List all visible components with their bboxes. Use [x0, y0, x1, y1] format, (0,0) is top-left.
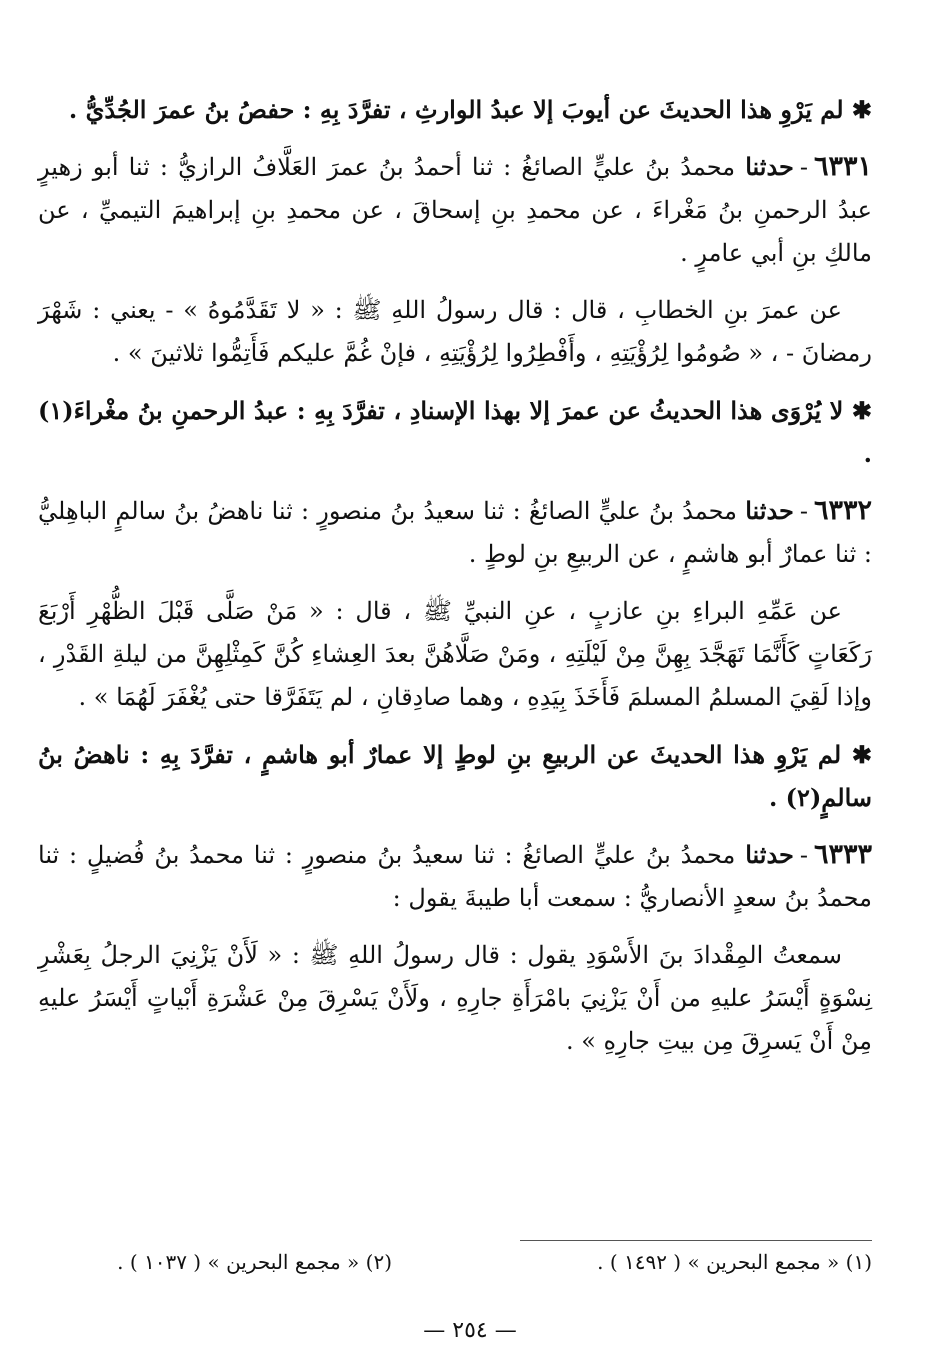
- hadith-number: ٦٣٣٣: [813, 839, 872, 870]
- isnad-text: محمدُ بنُ عليٍّ الصائغُ : ثنا أحمدُ بنُ عمرَ العَلَّافُ الرازيُّ : ثنا أبو زهيرٍ عبدُ الرحمنِ بنُ مَغْراءَ ، عن محمدِ بنِ إسحاقَ ، عن محمدِ بنِ إبراهيمَ التيميِّ ، عن مالكِ بنِ أبي عامرٍ .: [38, 153, 872, 267]
- dash: -: [799, 153, 808, 181]
- editor-note: ✱ لم يَرْوِ هذا الحديثَ عن الربيعِ بنِ لوطٍ إلا عمارٌ أبو هاشمٍ ، تفرَّدَ بِهِ : ناهضُ بنُ سالمٍ(٢) .: [38, 740, 872, 812]
- hadith-isnad: [38, 489, 872, 576]
- hadith-isnad: [38, 833, 872, 920]
- hadith-number: ٦٣٣٢: [813, 495, 872, 526]
- haddathana-label: حدثنا: [745, 840, 794, 869]
- hadith-number: ٦٣٣١: [813, 151, 872, 182]
- hadith-matn: سمعتُ المِقْدادَ بنَ الأَسْوَدِ يقول : قال رسولُ اللهِ ﷺ : « لَأَنْ يَزْنِيَ الرجلُ بِعَشْرِ نِسْوَةٍ أَيْسَرُ عليهِ من أَنْ يَزْنِيَ بامْرَأَةِ جارِهِ ، ولَأَنْ يَسْرِقَ مِنْ عَشْرَةِ أَبْياتٍ أَيْسَرُ عليهِ مِنْ أَنْ يَسرِقَ مِن بيتِ جارِهِ » .: [38, 941, 872, 1055]
- haddathana-label: حدثنا: [745, 152, 794, 181]
- footnote-2: (٢) « مجمع البحرين » ( ١٠٣٧ ) .: [117, 1250, 392, 1274]
- page-number: — ٢٥٤ —: [423, 1318, 517, 1343]
- dash: -: [799, 497, 808, 525]
- dash: -: [799, 841, 808, 869]
- hadith-matn: عن عمرَ بنِ الخطابِ ، قال : قال رسولُ اللهِ ﷺ : « لا تَقَدَّمُوهُ » - يعني : شَهْرَ رمضانَ - ، « صُومُوا لِرُؤْيَتِهِ ، وأَفْطِرُوا لِرُؤْيَتِهِ ، فإنْ غُمَّ عليكم فَأَتِمُّوا ثلاثينَ » .: [38, 296, 872, 367]
- hadith-matn: عن عَمِّهِ البراءِ بنِ عازبٍ ، عنِ النبيِّ ﷺ ، قال : « مَنْ صَلَّى قَبْلَ الظُّهْرِ أَرْبَعَ رَكَعَاتٍ كَأَنَّمَا تَهَجَّدَ بِهِنَّ مِنْ لَيْلَتِهِ ، ومَنْ صَلَّاهُنَّ بعدَ العِشاءِ كُنَّ كَمِثْلِهِنَّ من ليلةِ القَدْرِ ، وإذا لَقِيَ المسلمُ المسلمَ فَأَخَذَ بِيَدِهِ ، وهما صادِقانِ ، لم يَتَفَرَّقا حتى يُغْفَرَ لَهُمَا » .: [38, 597, 872, 711]
- footnote-divider: [520, 1240, 872, 1241]
- page-body: [38, 88, 872, 1077]
- isnad-text: محمدُ بنُ عليٍّ الصائغُ : ثنا سعيدُ بنُ منصورٍ : ثنا ناهضُ بنُ سالمٍ الباهِليُّ : ثنا عمارٌ أبو هاشمٍ ، عن الربيعِ بنِ لوطٍ .: [38, 497, 872, 568]
- footnotes: [38, 1250, 872, 1290]
- isnad-text: محمدُ بنُ عليٍّ الصائغُ : ثنا سعيدُ بنُ منصورٍ : ثنا محمدُ بنُ فُضيلٍ : ثنا محمدُ بنُ سعدٍ الأنصاريُّ : سمعت أبا طيبةَ يقول :: [38, 841, 872, 912]
- hadith-isnad: [38, 145, 872, 275]
- haddathana-label: حدثنا: [745, 496, 794, 525]
- footnote-1: (١) « مجمع البحرين » ( ١٤٩٢ ) .: [597, 1250, 872, 1274]
- editor-note: ✱ لا يُرْوَى هذا الحديثُ عن عمرَ إلا بهذا الإسنادِ ، تفرَّدَ بِهِ : عبدُ الرحمنِ بنُ مغْراءَ(١) .: [38, 396, 872, 468]
- editor-note: ✱ لم يَرْوِ هذا الحديثَ عن أيوبَ إلا عبدُ الوارثِ ، تفرَّدَ بِهِ : حفصُ بنُ عمرَ الجُدِّيُّ .: [68, 95, 872, 124]
